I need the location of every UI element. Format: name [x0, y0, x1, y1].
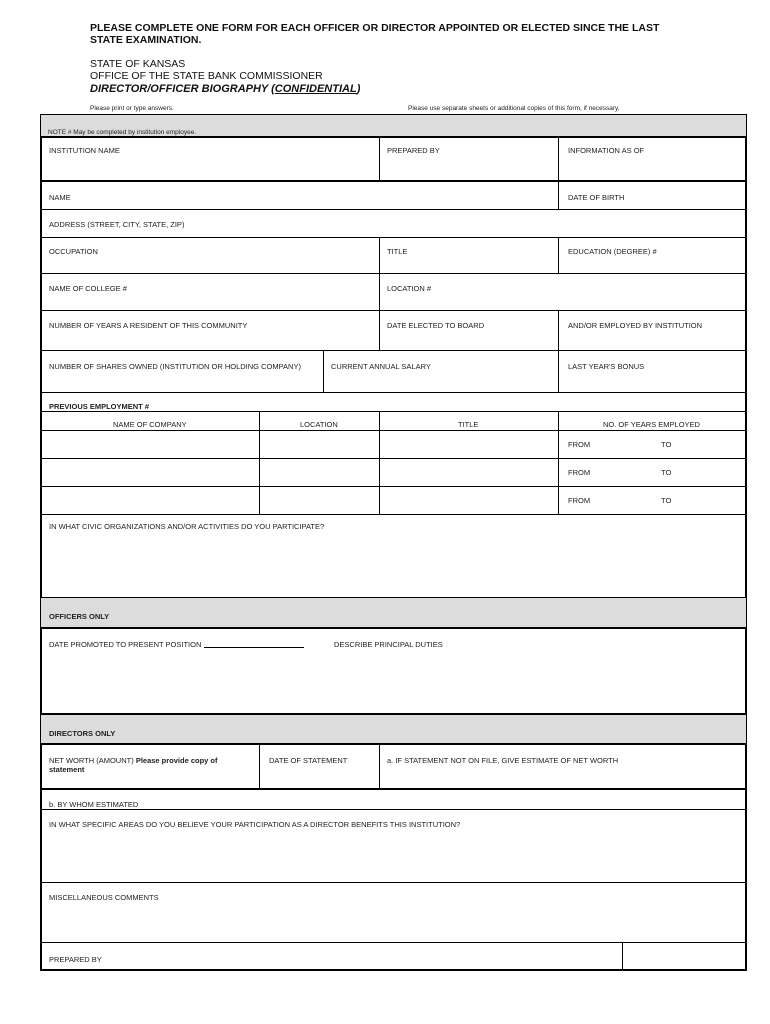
divider	[558, 182, 559, 210]
to-label-2: TO	[661, 468, 672, 477]
from-label-2: FROM	[568, 468, 591, 477]
divider	[379, 238, 380, 274]
college-label: NAME OF COLLEGE #	[49, 284, 127, 293]
civic-label: IN WHAT CIVIC ORGANIZATIONS AND/OR ACTIVITIES DO YOU PARTICIPATE?	[49, 522, 325, 531]
institution-name-label: INSTITUTION NAME	[49, 146, 120, 155]
divider	[41, 486, 746, 487]
shares-owned-label: NUMBER OF SHARES OWNED (INSTITUTION OR HOLDING COMPANY)	[49, 362, 301, 371]
divider	[558, 238, 559, 274]
divider	[41, 430, 746, 431]
estimate-label: a. IF STATEMENT NOT ON FILE, GIVE ESTIMATE OF NET WORTH	[387, 756, 619, 765]
salary-label: CURRENT ANNUAL SALARY	[331, 362, 431, 371]
name-label: NAME	[49, 193, 71, 202]
bonus-label: LAST YEAR'S BONUS	[568, 362, 645, 371]
date-promoted-label: DATE PROMOTED TO PRESENT POSITION	[49, 640, 202, 649]
print-note: Please print or type answers.	[90, 105, 174, 112]
office-heading: OFFICE OF THE STATE BANK COMMISSIONER	[90, 70, 323, 82]
address-label: ADDRESS (STREET, CITY, STATE, ZIP)	[49, 220, 185, 229]
networth-row[interactable]	[41, 745, 746, 790]
divider	[379, 311, 380, 351]
title-label: TITLE	[387, 247, 408, 256]
divider	[379, 412, 380, 514]
net-worth-label: NET WORTH (AMOUNT) Please provide copy of	[49, 756, 218, 765]
institution-row	[41, 137, 746, 182]
divider	[622, 943, 623, 970]
divider	[558, 311, 559, 351]
divider	[379, 274, 380, 311]
prev-employment-heading: PREVIOUS EMPLOYMENT #	[49, 402, 150, 411]
note-text: NOTE # May be completed by institution employee.	[48, 129, 197, 136]
separate-sheets-note: Please use separate sheets or additional copies of this form, if necessary.	[408, 105, 620, 112]
benefits-label: IN WHAT SPECIFIC AREAS DO YOU BELIEVE YOUR PARTICIPATION AS A DIRECTOR BENEFITS THIS INSTITUTION?	[49, 820, 461, 829]
net-worth-label-2: statement	[49, 765, 85, 774]
state-heading: STATE OF KANSAS	[90, 58, 186, 70]
date-statement-label: DATE OF STATEMENT	[269, 756, 348, 765]
col-title: TITLE	[458, 420, 479, 429]
prepared-by-bottom-label: PREPARED BY	[49, 955, 102, 964]
education-label: EDUCATION (DEGREE) #	[568, 247, 657, 256]
divider	[379, 137, 380, 182]
divider	[558, 351, 559, 393]
whom-estimated-label: b. BY WHOM ESTIMATED	[49, 800, 139, 809]
dob-label: DATE OF BIRTH	[568, 193, 625, 202]
divider	[323, 351, 324, 393]
divider	[558, 137, 559, 182]
location-label: LOCATION #	[387, 284, 432, 293]
directors-only-heading: DIRECTORS ONLY	[49, 729, 116, 738]
form-instruction: PLEASE COMPLETE ONE FORM FOR EACH OFFICER OR DIRECTOR APPOINTED OR ELECTED SINCE THE LAST STATE EXAMINATION.	[90, 22, 660, 46]
directors-band	[41, 715, 746, 745]
divider	[558, 412, 559, 514]
divider	[379, 745, 380, 790]
form-title: DIRECTOR/OFFICER BIOGRAPHY (CONFIDENTIAL)	[90, 83, 361, 95]
divider	[41, 458, 746, 459]
occupation-label: OCCUPATION	[49, 247, 98, 256]
principal-duties-label: DESCRIBE PRINCIPAL DUTIES	[334, 640, 443, 649]
col-company: NAME OF COMPANY	[113, 420, 187, 429]
prepared-by-label: PREPARED BY	[387, 146, 440, 155]
officers-band	[41, 598, 746, 629]
officers-only-heading: OFFICERS ONLY	[49, 612, 110, 621]
date-promoted-line[interactable]	[204, 647, 304, 648]
from-label-3: FROM	[568, 496, 591, 505]
name-row[interactable]	[41, 182, 746, 210]
date-elected-label: DATE ELECTED TO BOARD	[387, 321, 485, 330]
misc-label: MISCELLANEOUS COMMENTS	[49, 893, 159, 902]
employed-by-label: AND/OR EMPLOYED BY INSTITUTION	[568, 321, 703, 330]
to-label-3: TO	[661, 496, 672, 505]
divider	[259, 745, 260, 790]
years-resident-label: NUMBER OF YEARS A RESIDENT OF THIS COMMUNITY	[49, 321, 248, 330]
from-label-1: FROM	[568, 440, 591, 449]
misc-row[interactable]	[41, 883, 746, 943]
shares-row[interactable]	[41, 351, 746, 393]
occupation-row[interactable]	[41, 238, 746, 274]
col-years: NO. OF YEARS EMPLOYED	[603, 420, 700, 429]
resident-row[interactable]	[41, 311, 746, 351]
divider	[259, 412, 260, 514]
whom-estimated-row[interactable]	[41, 790, 746, 810]
information-as-of-label: INFORMATION AS OF	[568, 146, 645, 155]
to-label-1: TO	[661, 440, 672, 449]
col-location: LOCATION	[300, 420, 338, 429]
